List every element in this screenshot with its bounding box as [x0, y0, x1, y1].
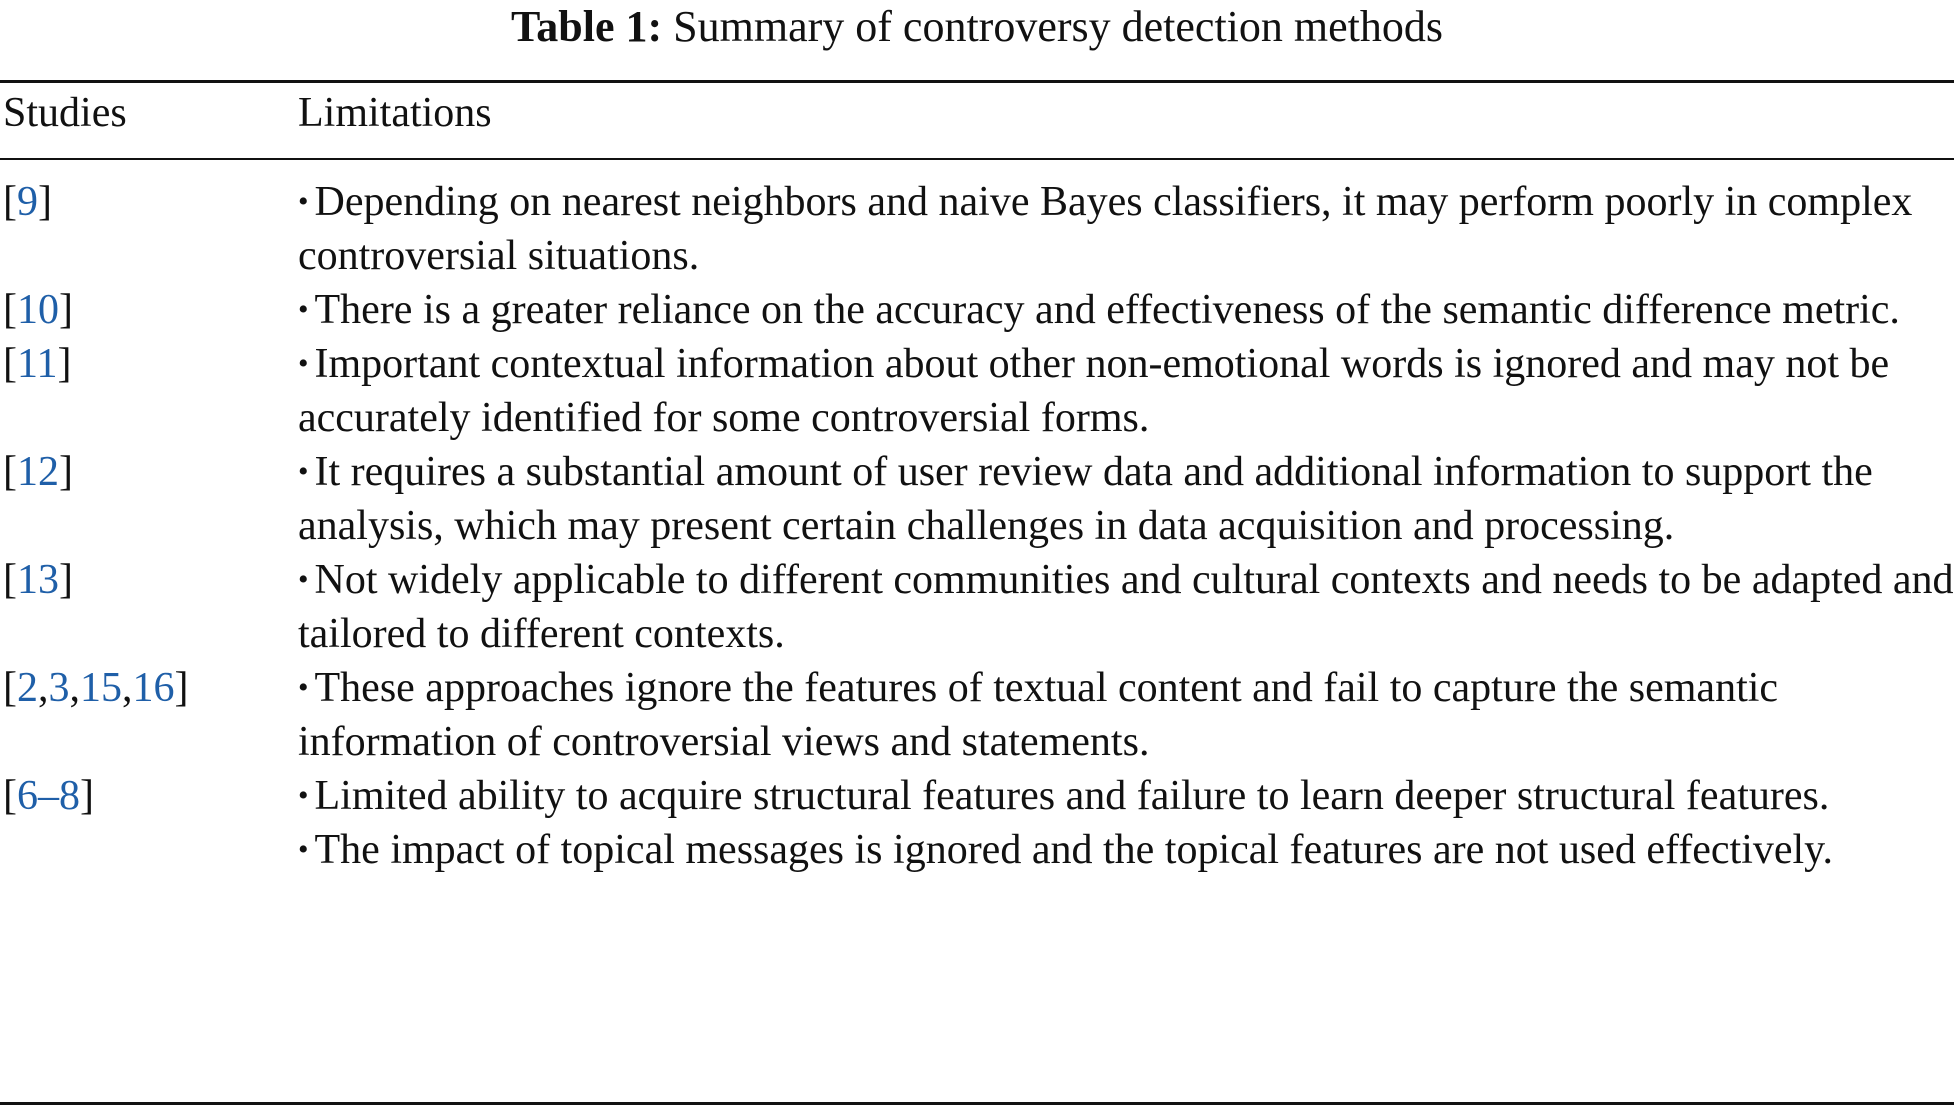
bullet-icon: • — [298, 563, 309, 596]
bullet-icon: • — [298, 671, 309, 704]
reference-link[interactable]: 12 — [17, 449, 59, 495]
study-citation: [2,3,15,16] — [3, 665, 189, 711]
limitation-text: Depending on nearest neighbors and naive Bayes classifiers, it may perform poorly in complex controversial situations. — [298, 179, 1913, 279]
bullet-icon: • — [298, 779, 309, 812]
reference-link[interactable]: 9 — [17, 179, 38, 225]
table-header-rule — [0, 158, 1954, 160]
study-citation: [10] — [3, 287, 73, 333]
limitations-cell — [298, 337, 1954, 445]
table-bottom-rule — [0, 1102, 1954, 1105]
reference-link[interactable]: 15 — [80, 665, 122, 711]
reference-separator: , — [122, 665, 133, 711]
table-row — [0, 175, 1954, 283]
limitation-item — [298, 445, 1954, 553]
limitation-item — [298, 175, 1954, 283]
table-row — [0, 337, 1954, 445]
limitation-text: Important contextual information about other non-emotional words is ignored and may not be accurately identified for some controversial forms. — [298, 341, 1890, 441]
limitation-item — [298, 769, 1954, 823]
limitations-cell — [298, 175, 1954, 283]
limitation-item — [298, 823, 1954, 877]
limitation-text: Limited ability to acquire structural features and failure to learn deeper structural features. — [314, 773, 1830, 819]
reference-link[interactable]: 16 — [132, 665, 175, 711]
limitations-cell — [298, 445, 1954, 553]
limitation-item — [298, 283, 1954, 337]
reference-link[interactable]: 6–8 — [17, 773, 80, 819]
study-citation: [13] — [3, 557, 73, 603]
limitation-item — [298, 661, 1954, 769]
bullet-icon: • — [298, 833, 309, 866]
limitation-text: These approaches ignore the features of textual content and fail to capture the semantic information of controversial views and statements. — [298, 665, 1779, 765]
column-header-limitations: Limitations — [298, 90, 492, 136]
table-row — [0, 553, 1954, 661]
study-citation: [11] — [3, 341, 72, 387]
study-citation: [6–8] — [3, 773, 94, 819]
table-body — [0, 175, 1954, 877]
reference-link[interactable]: 3 — [48, 665, 70, 711]
table-row — [0, 769, 1954, 877]
limitations-cell — [298, 661, 1954, 769]
limitations-cell — [298, 769, 1954, 877]
table-row — [0, 445, 1954, 553]
table-top-rule — [0, 80, 1954, 83]
limitation-text: There is a greater reliance on the accuracy and effectiveness of the semantic difference metric. — [314, 287, 1900, 333]
reference-link[interactable]: 10 — [17, 287, 59, 333]
table-caption-text: Summary of controversy detection methods — [673, 2, 1443, 51]
reference-link[interactable]: 11 — [17, 341, 58, 387]
limitation-item — [298, 337, 1954, 445]
column-header-studies: Studies — [3, 90, 127, 136]
table-row — [0, 661, 1954, 769]
table-caption — [0, 2, 1954, 52]
limitation-text: It requires a substantial amount of user review data and additional information to support the analysis, which may present certain challenges in data acquisition and processing. — [298, 449, 1873, 549]
reference-link[interactable]: 13 — [17, 557, 59, 603]
study-citation: [9] — [3, 179, 52, 225]
bullet-icon: • — [298, 455, 309, 488]
limitation-item — [298, 553, 1954, 661]
limitation-text: Not widely applicable to different communities and cultural contexts and needs to be adapted and tailored to different contexts. — [298, 557, 1954, 657]
limitations-cell — [298, 283, 1954, 337]
table-row — [0, 283, 1954, 337]
study-citation: [12] — [3, 449, 73, 495]
reference-separator: , — [38, 665, 49, 711]
reference-link[interactable]: 2 — [17, 665, 38, 711]
limitation-text: The impact of topical messages is ignored and the topical features are not used effectively. — [314, 827, 1833, 873]
bullet-icon: • — [298, 347, 309, 380]
bullet-icon: • — [298, 185, 309, 218]
limitations-cell — [298, 553, 1954, 661]
bullet-icon: • — [298, 293, 309, 326]
table-caption-label: Table 1: — [510, 2, 663, 51]
reference-separator: , — [69, 665, 80, 711]
